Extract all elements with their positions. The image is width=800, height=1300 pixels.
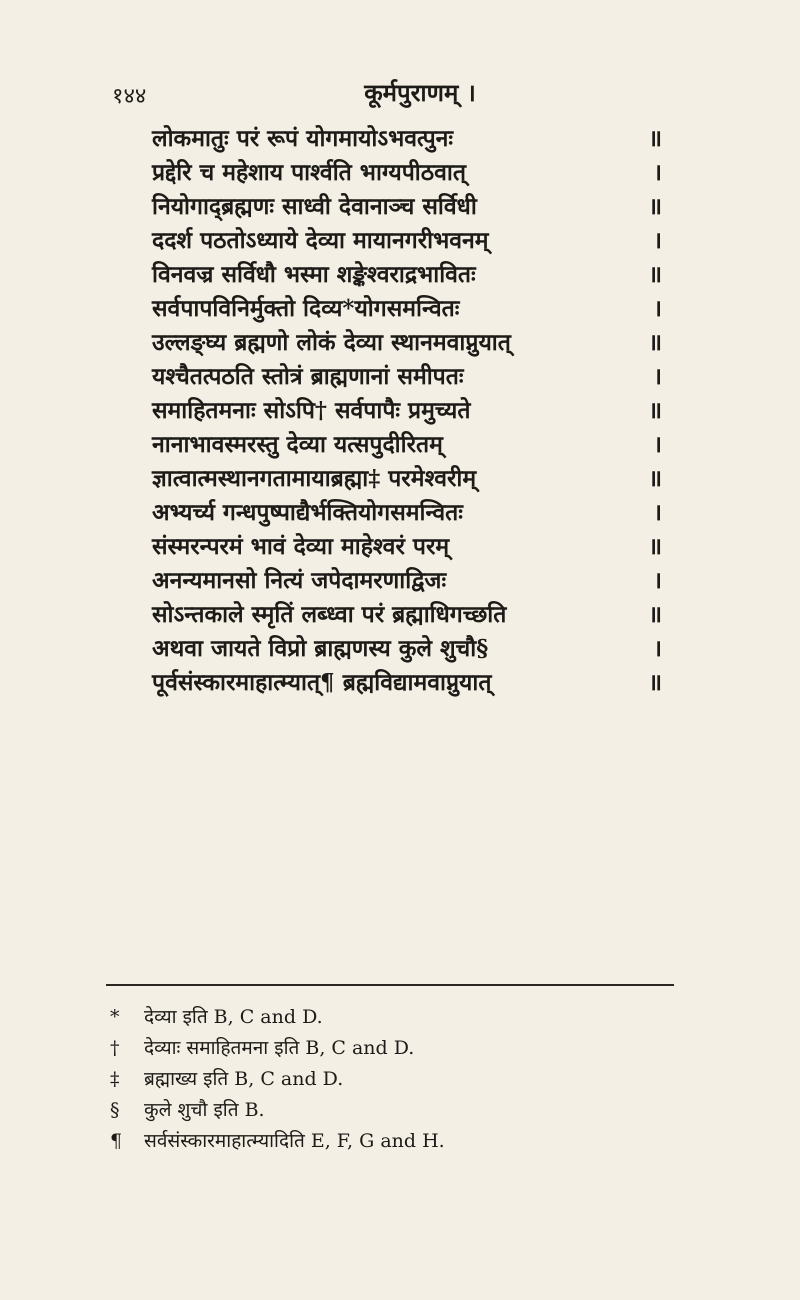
verse-text: पूर्वसंस्कारमाहात्म्यात्¶ ब्रह्मविद्यामवाप्नुयात् — [152, 669, 492, 696]
footnote — [110, 1064, 670, 1095]
verse-end-mark: । — [653, 227, 662, 254]
footnote-mark: ¶ — [110, 1130, 123, 1152]
footnote-mark: * — [110, 1006, 120, 1028]
verse-line — [152, 462, 662, 496]
page-header — [0, 72, 800, 112]
verse-end-mark: । — [653, 159, 662, 186]
footnote-text: सर्वसंस्कारमाहात्म्यादिति E, F, G and H. — [144, 1130, 445, 1152]
footnote — [110, 1002, 670, 1033]
verse-line — [152, 598, 662, 632]
verse-text: अनन्यमानसो नित्यं जपेदामरणाद्विजः — [152, 567, 447, 594]
verse-line — [152, 564, 662, 598]
verse-line — [152, 394, 662, 428]
verse-end-mark: ॥ — [648, 193, 662, 220]
verse-text: यश्चैतत्पठति स्तोत्रं ब्राह्मणानां समीपतः — [152, 363, 464, 390]
verse-text: अभ्यर्च्य गन्धपुष्पाद्यैर्भक्तियोगसमन्वितः — [152, 499, 463, 526]
verse-line — [152, 292, 662, 326]
verse-text: सर्वपापविनिर्मुक्तो दिव्य*योगसमन्वितः — [152, 295, 460, 322]
verse-end-mark: ॥ — [648, 397, 662, 424]
verse-line — [152, 496, 662, 530]
verse-line — [152, 530, 662, 564]
verse-end-mark: । — [653, 295, 662, 322]
verse-text: संस्मरन्परमं भावं देव्या माहेश्वरं परम् — [152, 533, 450, 560]
footnote — [110, 1126, 670, 1157]
verse-text: ददर्श पठतोऽध्याये देव्या मायानगरीभवनम् — [152, 227, 489, 254]
verse-end-mark: । — [653, 567, 662, 594]
verse-line — [152, 156, 662, 190]
footnote-mark: ‡ — [110, 1068, 120, 1090]
verse-end-mark: ॥ — [648, 465, 662, 492]
verse-end-mark: ॥ — [648, 329, 662, 356]
verse-block — [152, 122, 662, 700]
verse-text: नियोगाद्ब्रह्मणः साध्वी देवानाञ्च सर्विधी — [152, 193, 477, 220]
verse-text: प्रद्देरि च महेशाय पार्श्वति भाग्यपीठवात् — [152, 159, 466, 186]
verse-line — [152, 326, 662, 360]
verse-end-mark: । — [653, 363, 662, 390]
verse-end-mark: ॥ — [648, 125, 662, 152]
verse-line — [152, 666, 662, 700]
verse-line — [152, 632, 662, 666]
footnote-text: कुले शुचौ इति B. — [144, 1099, 265, 1121]
running-title: कूर्मपुराणम् । — [364, 78, 476, 107]
verse-text: लोकमातुः परं रूपं योगमायोऽभवत्पुनः — [152, 125, 454, 152]
verse-line — [152, 360, 662, 394]
footnote — [110, 1095, 670, 1126]
verse-text: नानाभावस्मरस्तु देव्या यत्सपुदीरितम् — [152, 431, 443, 458]
verse-text: समाहितमनाः सोऽपि† सर्वपापैः प्रमुच्यते — [152, 397, 471, 424]
footnotes — [110, 1002, 670, 1157]
footnote-mark: § — [110, 1099, 120, 1121]
footnote-mark: † — [110, 1037, 120, 1059]
verse-text: अथवा जायते विप्रो ब्राह्मणस्य कुले शुचौ§ — [152, 635, 489, 662]
footnote-text: ब्रह्माख्य इति B, C and D. — [144, 1068, 344, 1090]
verse-line — [152, 122, 662, 156]
footnote — [110, 1033, 670, 1064]
footnote-text: देव्या इति B, C and D. — [144, 1006, 323, 1028]
verse-end-mark: ॥ — [648, 601, 662, 628]
verse-end-mark: ॥ — [648, 533, 662, 560]
verse-end-mark: ॥ — [648, 669, 662, 696]
verse-end-mark: । — [653, 635, 662, 662]
verse-end-mark: ॥ — [648, 261, 662, 288]
verse-end-mark: । — [653, 499, 662, 526]
verse-text: उल्लङ्घ्य ब्रह्मणो लोकं देव्या स्थानमवाप्नुयात् — [152, 329, 511, 356]
verse-text: सोऽन्तकाले स्मृतिं लब्ध्वा परं ब्रह्माधिगच्छति — [152, 601, 507, 628]
page-number: १४४ — [112, 84, 147, 109]
footnote-divider — [106, 984, 674, 986]
verse-line — [152, 224, 662, 258]
verse-line — [152, 190, 662, 224]
verse-line — [152, 258, 662, 292]
verse-end-mark: । — [653, 431, 662, 458]
verse-line — [152, 428, 662, 462]
footnote-text: देव्याः समाहितमना इति B, C and D. — [144, 1037, 415, 1059]
verse-text: विनवज्र सर्विधौ भस्मा शङ्केश्वराद्रभावितः — [152, 261, 476, 288]
verse-text: ज्ञात्वात्मस्थानगतामायाब्रह्मा‡ परमेश्वरीम् — [152, 465, 477, 492]
